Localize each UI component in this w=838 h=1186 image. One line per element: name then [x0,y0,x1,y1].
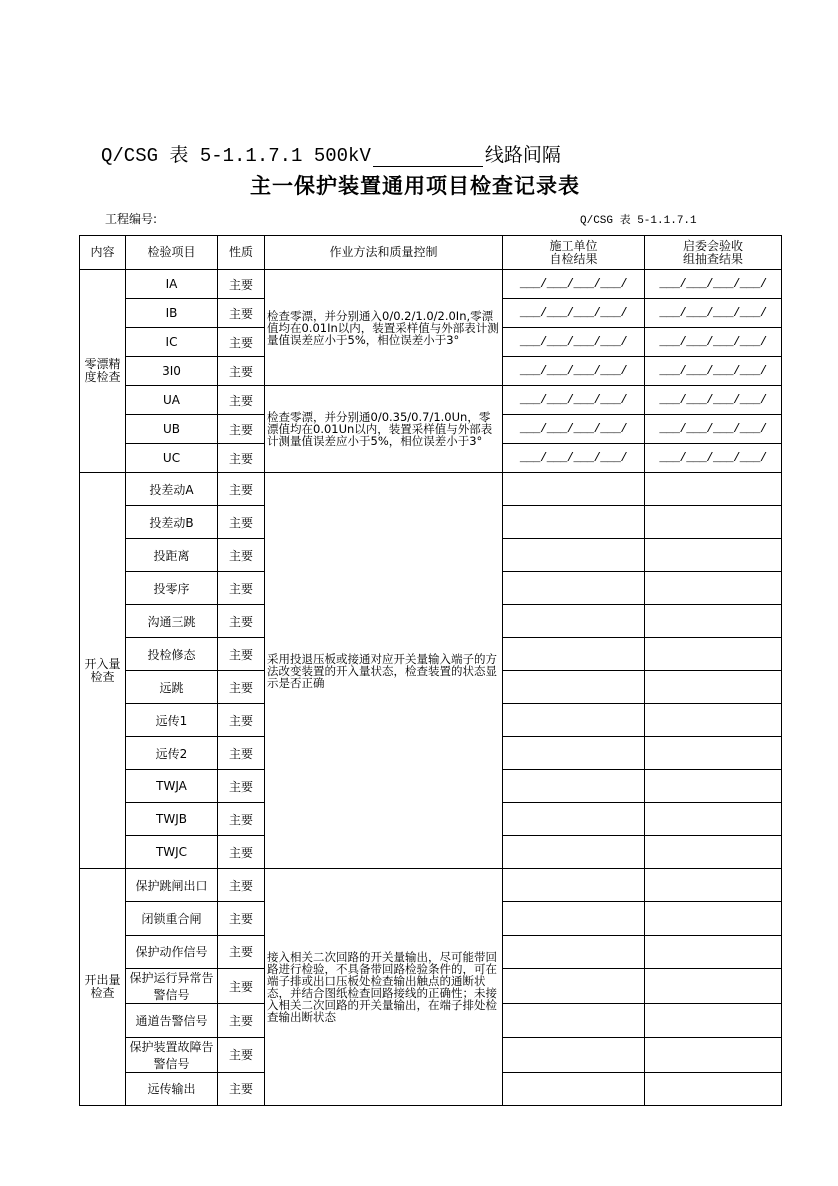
acceptance-result[interactable] [645,671,782,704]
check-item: 闭锁重合闸 [126,902,218,935]
acceptance-result[interactable] [645,935,782,968]
check-item: 投差动B [126,506,218,539]
section-name: 零漂精度检查 [80,270,126,473]
self-check-result[interactable] [503,902,645,935]
header-cell: 内容 [80,236,126,270]
acceptance-result[interactable]: ___/___/___/___/ [645,444,782,473]
self-check-result[interactable] [503,969,645,1004]
self-check-result[interactable]: ___/___/___/___/ [503,328,645,357]
header-cell: 施工单位 自检结果 [503,236,645,270]
check-item: IA [126,270,218,299]
acceptance-result[interactable]: ___/___/___/___/ [645,415,782,444]
acceptance-result[interactable]: ___/___/___/___/ [645,357,782,386]
check-item: 远传2 [126,737,218,770]
self-check-result[interactable] [503,572,645,605]
check-item: 远传输出 [126,1072,218,1105]
acceptance-result[interactable] [645,1072,782,1105]
self-check-result[interactable]: ___/___/___/___/ [503,270,645,299]
nature-cell: 主要 [218,770,265,803]
acceptance-result[interactable] [645,902,782,935]
title-suffix: 线路间隔 [484,144,561,166]
self-check-result[interactable] [503,935,645,968]
acceptance-result[interactable]: ___/___/___/___/ [645,299,782,328]
method-cell: 采用投退压板或接通对应开关量输入端子的方法改变装置的开入量状态，检查装置的状态显示是否正确 [265,473,503,869]
self-check-result[interactable] [503,506,645,539]
acceptance-result[interactable] [645,836,782,869]
method-cell: 检查零漂，并分别通入0/0.2/1.0/2.0In,零漂值均在0.01In以内，装置采样值与外部表计测量值误差应小于5%，相位误差小于3° [265,270,503,386]
self-check-result[interactable] [503,1072,645,1105]
acceptance-result[interactable] [645,473,782,506]
nature-cell: 主要 [218,506,265,539]
check-item: 沟通三跳 [126,605,218,638]
self-check-result[interactable]: ___/___/___/___/ [503,386,645,415]
self-check-result[interactable] [503,638,645,671]
acceptance-result[interactable] [645,770,782,803]
check-item: IC [126,328,218,357]
table-row [80,869,782,902]
table-row [80,473,782,506]
form-title [101,140,561,167]
self-check-result[interactable]: ___/___/___/___/ [503,299,645,328]
self-check-result[interactable] [503,473,645,506]
nature-cell: 主要 [218,328,265,357]
inspection-table [79,235,782,1106]
acceptance-result[interactable] [645,605,782,638]
nature-cell: 主要 [218,1004,265,1037]
acceptance-result[interactable] [645,969,782,1004]
nature-cell: 主要 [218,1037,265,1072]
header-cell: 性质 [218,236,265,270]
self-check-result[interactable] [503,803,645,836]
nature-cell: 主要 [218,638,265,671]
check-item: 通道告警信号 [126,1004,218,1037]
check-item: UC [126,444,218,473]
self-check-result[interactable] [503,836,645,869]
self-check-result[interactable]: ___/___/___/___/ [503,415,645,444]
page-title: 主一保护装置通用项目检查记录表 [250,174,580,198]
check-item: TWJB [126,803,218,836]
header-cell: 启委会验收 组抽查结果 [645,236,782,270]
nature-cell: 主要 [218,299,265,328]
line-name-blank[interactable] [373,146,483,167]
check-item: 远跳 [126,671,218,704]
self-check-result[interactable] [503,671,645,704]
form-code: Q/CSG 表 5-1.1.7.1 [580,215,697,227]
nature-cell: 主要 [218,572,265,605]
nature-cell: 主要 [218,737,265,770]
self-check-result[interactable] [503,770,645,803]
self-check-result[interactable]: ___/___/___/___/ [503,444,645,473]
check-item: 远传1 [126,704,218,737]
nature-cell: 主要 [218,539,265,572]
acceptance-result[interactable] [645,506,782,539]
nature-cell: 主要 [218,803,265,836]
check-item: 保护装置故障告警信号 [126,1037,218,1072]
nature-cell: 主要 [218,671,265,704]
nature-cell: 主要 [218,473,265,506]
acceptance-result[interactable]: ___/___/___/___/ [645,328,782,357]
acceptance-result[interactable] [645,869,782,902]
method-cell: 接入相关二次回路的开关量输出，尽可能带回路进行检验，不具备带回路检验条件的，可在端子排或出口压板处检查输出触点的通断状态，并结合图纸检查回路接线的正确性；未接入相关二次回路的开关量输出，在端子排处检查输出断状态 [265,869,503,1106]
self-check-result[interactable] [503,1004,645,1037]
check-item: 保护跳闸出口 [126,869,218,902]
self-check-result[interactable] [503,737,645,770]
self-check-result[interactable] [503,869,645,902]
check-item: 投差动A [126,473,218,506]
nature-cell: 主要 [218,836,265,869]
nature-cell: 主要 [218,415,265,444]
table-row [80,386,782,415]
nature-cell: 主要 [218,969,265,1004]
table-header [80,236,782,270]
nature-cell: 主要 [218,935,265,968]
nature-cell: 主要 [218,357,265,386]
nature-cell: 主要 [218,444,265,473]
acceptance-result[interactable] [645,638,782,671]
nature-cell: 主要 [218,869,265,902]
check-item: IB [126,299,218,328]
section-name: 开入量检查 [80,473,126,869]
section-name: 开出量检查 [80,869,126,1106]
check-item: TWJA [126,770,218,803]
project-number-label: 工程编号: [105,212,158,226]
acceptance-result[interactable] [645,1037,782,1072]
acceptance-result[interactable] [645,539,782,572]
check-item: 投距离 [126,539,218,572]
header-cell: 检验项目 [126,236,218,270]
method-cell: 检查零漂，并分别通0/0.35/0.7/1.0Un，零漂值均在0.01Un以内，装置采样值与外部表计测量值误差应小于5%，相位误差小于3° [265,386,503,473]
acceptance-result[interactable] [645,704,782,737]
nature-cell: 主要 [218,1072,265,1105]
check-item: 3I0 [126,357,218,386]
check-item: 投检修态 [126,638,218,671]
check-item: 投零序 [126,572,218,605]
acceptance-result[interactable] [645,737,782,770]
check-item: 保护运行异常告警信号 [126,969,218,1004]
check-item: UB [126,415,218,444]
nature-cell: 主要 [218,902,265,935]
self-check-result[interactable] [503,539,645,572]
check-item: 保护动作信号 [126,935,218,968]
nature-cell: 主要 [218,704,265,737]
acceptance-result[interactable]: ___/___/___/___/ [645,386,782,415]
acceptance-result[interactable] [645,1004,782,1037]
nature-cell: 主要 [218,270,265,299]
acceptance-result[interactable]: ___/___/___/___/ [645,270,782,299]
acceptance-result[interactable] [645,803,782,836]
acceptance-result[interactable] [645,572,782,605]
nature-cell: 主要 [218,605,265,638]
title-prefix: Q/CSG 表 5-1.1.7.1 500kV [101,145,371,167]
check-item: TWJC [126,836,218,869]
nature-cell: 主要 [218,386,265,415]
self-check-result[interactable] [503,605,645,638]
check-item: UA [126,386,218,415]
self-check-result[interactable]: ___/___/___/___/ [503,357,645,386]
table-row [80,270,782,299]
self-check-result[interactable] [503,704,645,737]
header-cell: 作业方法和质量控制 [265,236,503,270]
self-check-result[interactable] [503,1037,645,1072]
